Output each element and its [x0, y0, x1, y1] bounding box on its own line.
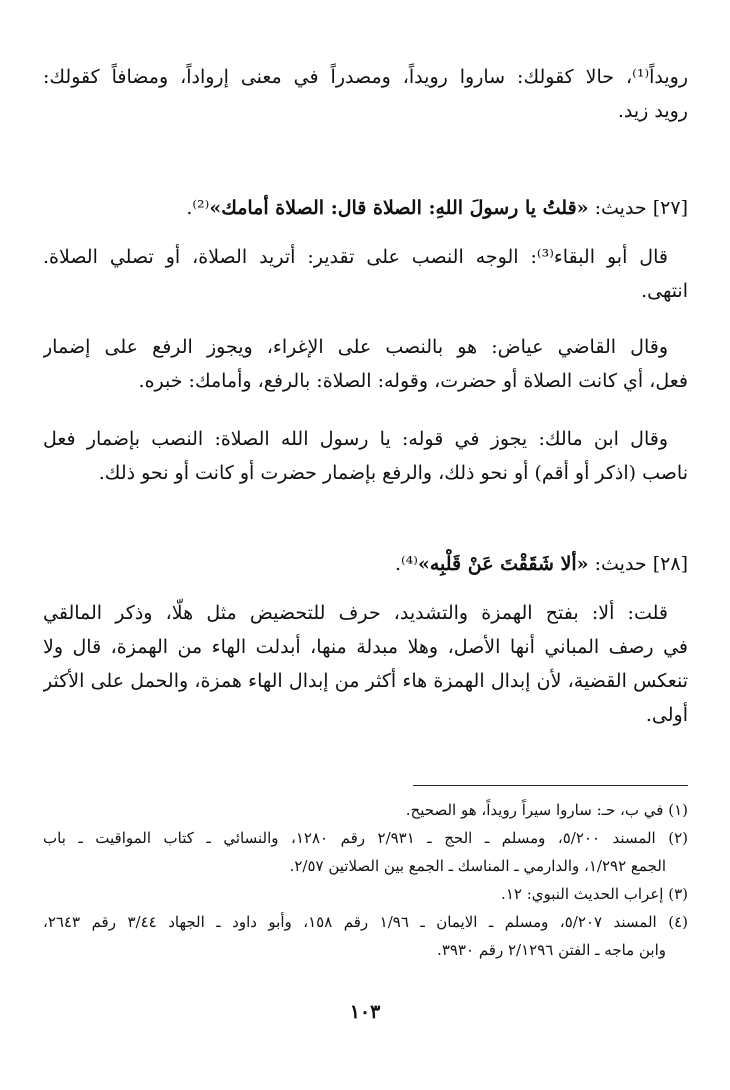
- footnote-4-continued: وابن ماجه ـ الفتن ٢/١٢٩٦ رقم ٣٩٣٠.: [437, 941, 666, 959]
- paragraph-line: في رصف المباني أنها الأصل، وهلا مبدلة منها، أبدلت الهاء من الهمزة، قال ولا: [43, 636, 688, 658]
- footnotes: [43, 796, 688, 964]
- paragraph-qultu: [43, 596, 688, 732]
- paragraph-line: انتهى.: [641, 280, 688, 302]
- footnote-3: (٣) إعراب الحديث النبوي: ١٢.: [501, 885, 688, 903]
- paragraph-line: وقال ابن مالك: يجوز في قوله: يا رسول الله الصلاة: النصب بإضمار فعل: [43, 428, 668, 450]
- footnote-2-continued: الجمع ١/٢٩٢، والدارمي ـ المناسك ـ الجمع بين الصلاتين ٢/٥٧.: [289, 857, 666, 875]
- hadith-heading-line: [43, 191, 688, 225]
- footnote-4: (٤) المسند ٥/٢٠٧، ومسلم ـ الايمان ـ ١/٩٦ رقم ١٥٨، وأبو داود ـ الجهاد ٣/٤٤ رقم ٢٦٤٣،: [43, 913, 688, 931]
- page-number: ١٠٣: [349, 1001, 381, 1023]
- paragraph-line: قال أبو البقاء⁽³⁾: الوجه النصب على تقدير: أتريد الصلاة، أو تصلي الصلاة.: [43, 246, 668, 268]
- hadith-text: «ألا شَقَقْتَ عَنْ قَلْبِه»: [417, 553, 589, 575]
- paragraph-line: قلت: ألا: بفتح الهمزة والتشديد، حرف للتحضيض مثل هلّا، وذكر المالقي: [43, 602, 668, 624]
- paragraph-ruwaydan: [43, 60, 688, 128]
- paragraph-line: رويد زيد.: [617, 100, 688, 122]
- footnote-ref: ⁽⁴⁾.: [394, 553, 418, 575]
- footnote-1: (١) في ب، حـ: ساروا سيراً رويداً، هو الصحيح.: [405, 801, 688, 819]
- hadith-label: حديث:: [594, 553, 647, 575]
- hadith-label: حديث:: [594, 197, 647, 219]
- paragraph-line: فعل، أي كانت الصلاة أو حضرت، وقوله: الصلاة: بالرفع، وأمامك: خبره.: [138, 370, 688, 392]
- paragraph-line: تنعكس القضية، لأن إبدال الهمزة هاء أكثر من إبدال الهاء همزة، والحمل على الأكثر: [43, 670, 688, 692]
- hadith-number: [٢٨]: [652, 553, 688, 575]
- paragraph-line: أولى.: [645, 704, 688, 726]
- hadith-text: «قلتُ يا رسولَ اللهِ: الصلاة قال: الصلاة أمامك»: [209, 197, 589, 219]
- footnote-2: (٢) المسند ٥/٢٠٠، ومسلم ـ الحج ـ ٢/٩٣١ رقم ١٢٨٠، والنسائي ـ كتاب المواقيت ـ باب: [43, 829, 688, 847]
- paragraph-line: وقال القاضي عياض: هو بالنصب على الإغراء، ويجوز الرفع على إضمار: [43, 336, 668, 358]
- paragraph-line: رويداً⁽¹⁾، حالا كقولك: ساروا رويداً، ومصدراً في معنى إرواداً، ومضافاً كقولك:: [43, 66, 688, 88]
- paragraph-ibn-malik: [43, 422, 688, 490]
- hadith-heading-line: [43, 547, 688, 581]
- hadith-27-heading: [43, 191, 688, 225]
- paragraph-qadi-iyad: [43, 330, 688, 398]
- footnote-ref: ⁽²⁾.: [186, 197, 210, 219]
- paragraph-abulbaqa: [43, 240, 688, 308]
- paragraph-line: ناصب (اذكر أو أقم) أو نحو ذلك، والرفع بإضمار حضرت أو كانت أو نحو ذلك.: [98, 462, 688, 484]
- hadith-number: [٢٧]: [652, 197, 688, 219]
- footnote-divider: [413, 785, 688, 786]
- hadith-28-heading: [43, 547, 688, 581]
